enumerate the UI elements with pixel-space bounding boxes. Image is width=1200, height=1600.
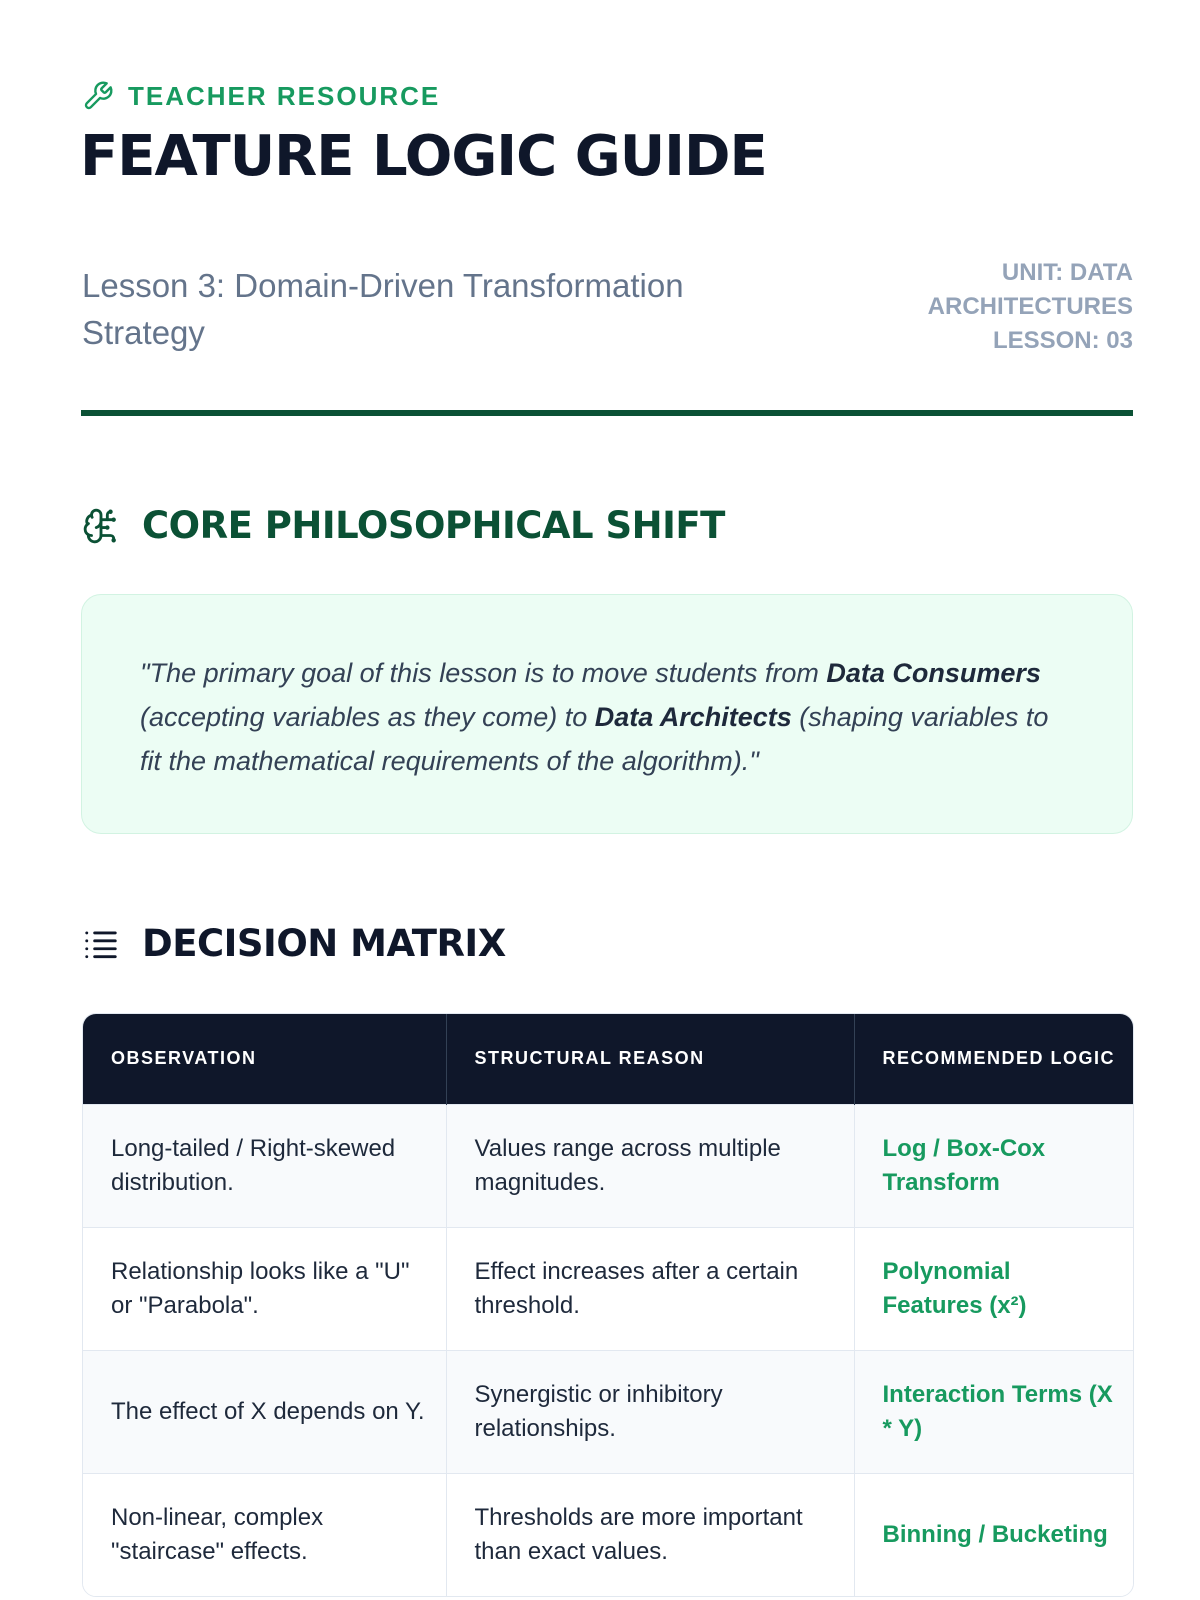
- observation-cell: Relationship looks like a "U" or "Parabola".: [83, 1227, 446, 1350]
- reason-cell: Synergistic or inhibitory relationships.: [446, 1350, 854, 1473]
- table-row: [83, 1227, 1133, 1350]
- meta-unit-name: ARCHITECTURES: [927, 293, 1133, 320]
- quote-part-1: "The primary goal of this lesson is to move students from: [140, 658, 827, 688]
- eyebrow: [82, 80, 440, 112]
- logic-cell: Polynomial Features (x²): [854, 1227, 1133, 1350]
- core-quote-box: [81, 594, 1133, 834]
- quote-bold-architects: Data Architects: [594, 702, 792, 732]
- logic-cell: Binning / Bucketing: [854, 1473, 1133, 1596]
- table-header-row: [83, 1014, 1133, 1104]
- quote-bold-consumers: Data Consumers: [826, 658, 1041, 688]
- observation-cell: Non-linear, complex "staircase" effects.: [83, 1473, 446, 1596]
- core-section-heading: [82, 504, 725, 547]
- page-subtitle: Lesson 3: Domain-Driven Transformation Strategy: [82, 267, 684, 351]
- wrench-icon: [82, 80, 114, 112]
- quote-part-2: (accepting variables as they come) to: [140, 702, 595, 732]
- table-row: [83, 1350, 1133, 1473]
- matrix-section-heading: [82, 922, 506, 965]
- brain-icon: [82, 507, 120, 545]
- eyebrow-label: TEACHER RESOURCE: [128, 80, 441, 111]
- matrix-heading: DECISION MATRIX: [142, 922, 506, 965]
- column-header-observation: OBSERVATION: [83, 1014, 446, 1104]
- core-quote: [140, 651, 1076, 783]
- quote-part-3: (shaping variables to fit the mathematical requirements of the algorithm).": [140, 702, 1049, 776]
- meta-unit: UNIT: DATA: [1001, 259, 1133, 286]
- column-header-logic: RECOMMENDED LOGIC: [854, 1014, 1133, 1104]
- reason-cell: Values range across multiple magnitudes.: [446, 1104, 854, 1227]
- table-row: [83, 1104, 1133, 1227]
- decision-matrix-table: [82, 1013, 1134, 1597]
- logic-cell: Log / Box-Cox Transform: [854, 1104, 1133, 1227]
- lesson-meta: [833, 256, 1133, 358]
- logic-cell: Interaction Terms (X * Y): [854, 1350, 1133, 1473]
- meta-lesson: LESSON: 03: [992, 327, 1133, 354]
- page-title: FEATURE LOGIC GUIDE: [80, 124, 767, 189]
- observation-cell: Long-tailed / Right-skewed distribution.: [83, 1104, 446, 1227]
- table-row: [83, 1473, 1133, 1596]
- reason-cell: Effect increases after a certain threshold.: [446, 1227, 854, 1350]
- list-icon: [82, 925, 120, 963]
- reason-cell: Thresholds are more important than exact values.: [446, 1473, 854, 1596]
- core-heading: CORE PHILOSOPHICAL SHIFT: [142, 504, 725, 547]
- observation-cell: The effect of X depends on Y.: [83, 1350, 446, 1473]
- column-header-reason: STRUCTURAL REASON: [446, 1014, 854, 1104]
- header-divider: [81, 410, 1133, 416]
